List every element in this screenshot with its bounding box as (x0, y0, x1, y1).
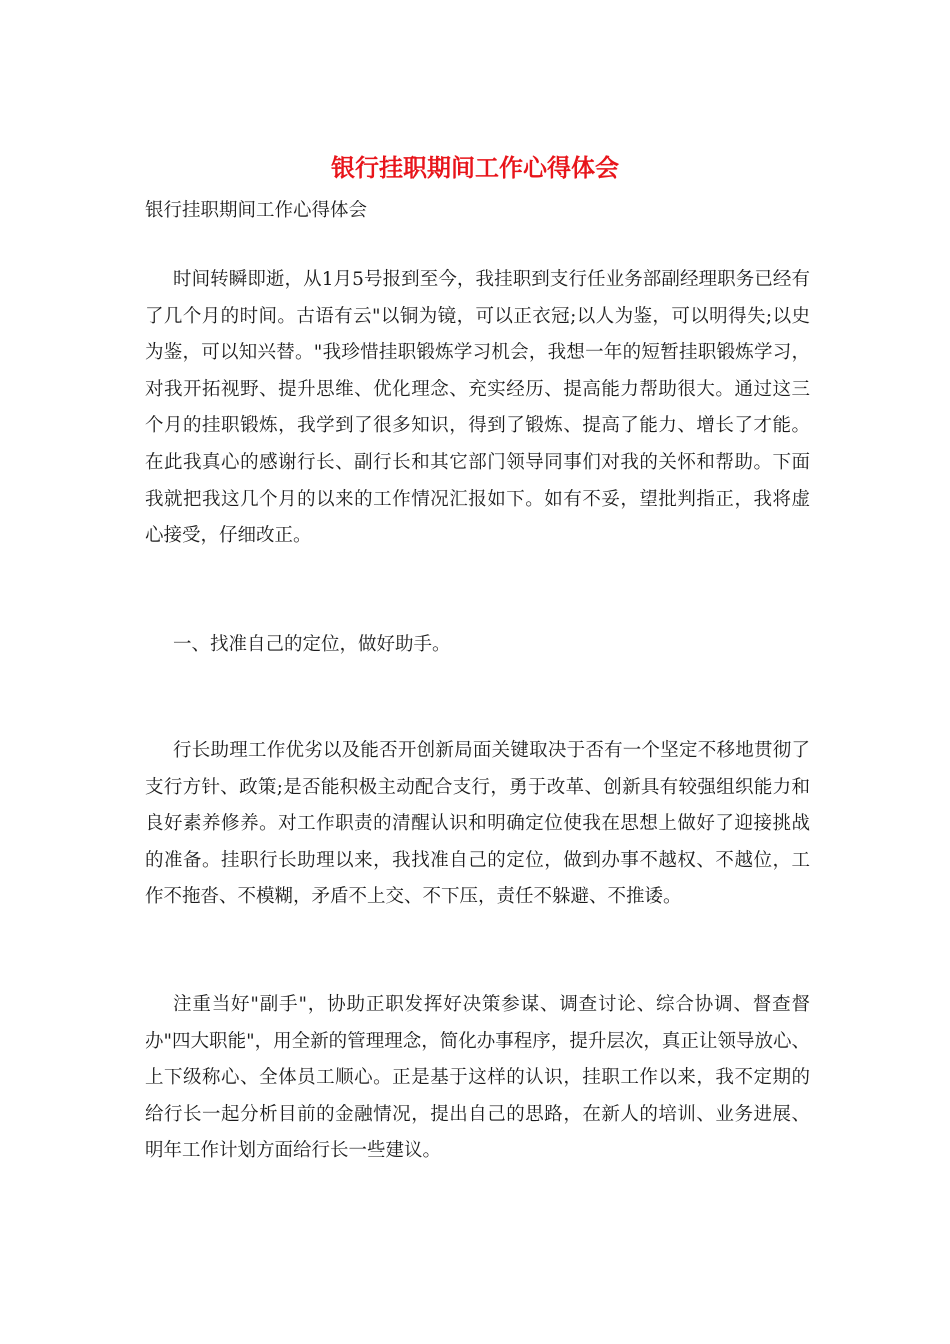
paragraph-role: 行长助理工作优劣以及能否开创新局面关键取决于否有一个坚定不移地贯彻了支行方针、政策;是否能积极主动配合支行，勇于改革、创新具有较强组织能力和良好素养修养。对工作职责的清醒认识和明确定位使我在思想上做好了迎接挑战的准备。挂职行长助理以来，我找准自己的定位，做到办事不越权、不越位，工作不拖沓、不模糊，矛盾不上交、不下压，责任不躲避、不推诿。 (145, 740, 810, 908)
paragraph-intro: 时间转瞬即逝，从1月5号报到至今，我挂职到支行任业务部副经理职务已经有了几个月的时间。古语有云"以铜为镜，可以正衣冠;以人为鉴，可以明得失;以史为鉴，可以知兴替。"我珍惜挂职锻炼学习机会，我想一年的短暂挂职锻炼学习，对我开拓视野、提升思维、优化理念、充实经历、提高能力帮助很大。通过这三个月的挂职锻炼，我学到了很多知识，得到了锻炼、提高了能力、增长了才能。在此我真心的感谢行长、副行长和其它部门领导同事们对我的关怀和帮助。下面我就把我这几个月的以来的工作情况汇报如下。如有不妥，望批判指正，我将虚心接受，仔细改正。 (145, 269, 810, 547)
document-title: 银行挂职期间工作心得体会 (331, 153, 619, 182)
paragraph-deputy: 注重当好"副手"，协助正职发挥好决策参谋、调查讨论、综合协调、督查督办"四大职能"，用全新的管理理念，简化办事程序，提升层次，真正让领导放心、上下级称心、全体员工顺心。正是基于这样的认识，挂职工作以来，我不定期的给行长一起分析目前的金融情况，提出自己的思路，在新人的培训、业务进展、明年工作计划方面给行长一些建议。 (145, 994, 810, 1162)
section-heading-1: 一、找准自己的定位，做好助手。 (173, 634, 451, 655)
document-subtitle: 银行挂职期间工作心得体会 (145, 200, 368, 221)
